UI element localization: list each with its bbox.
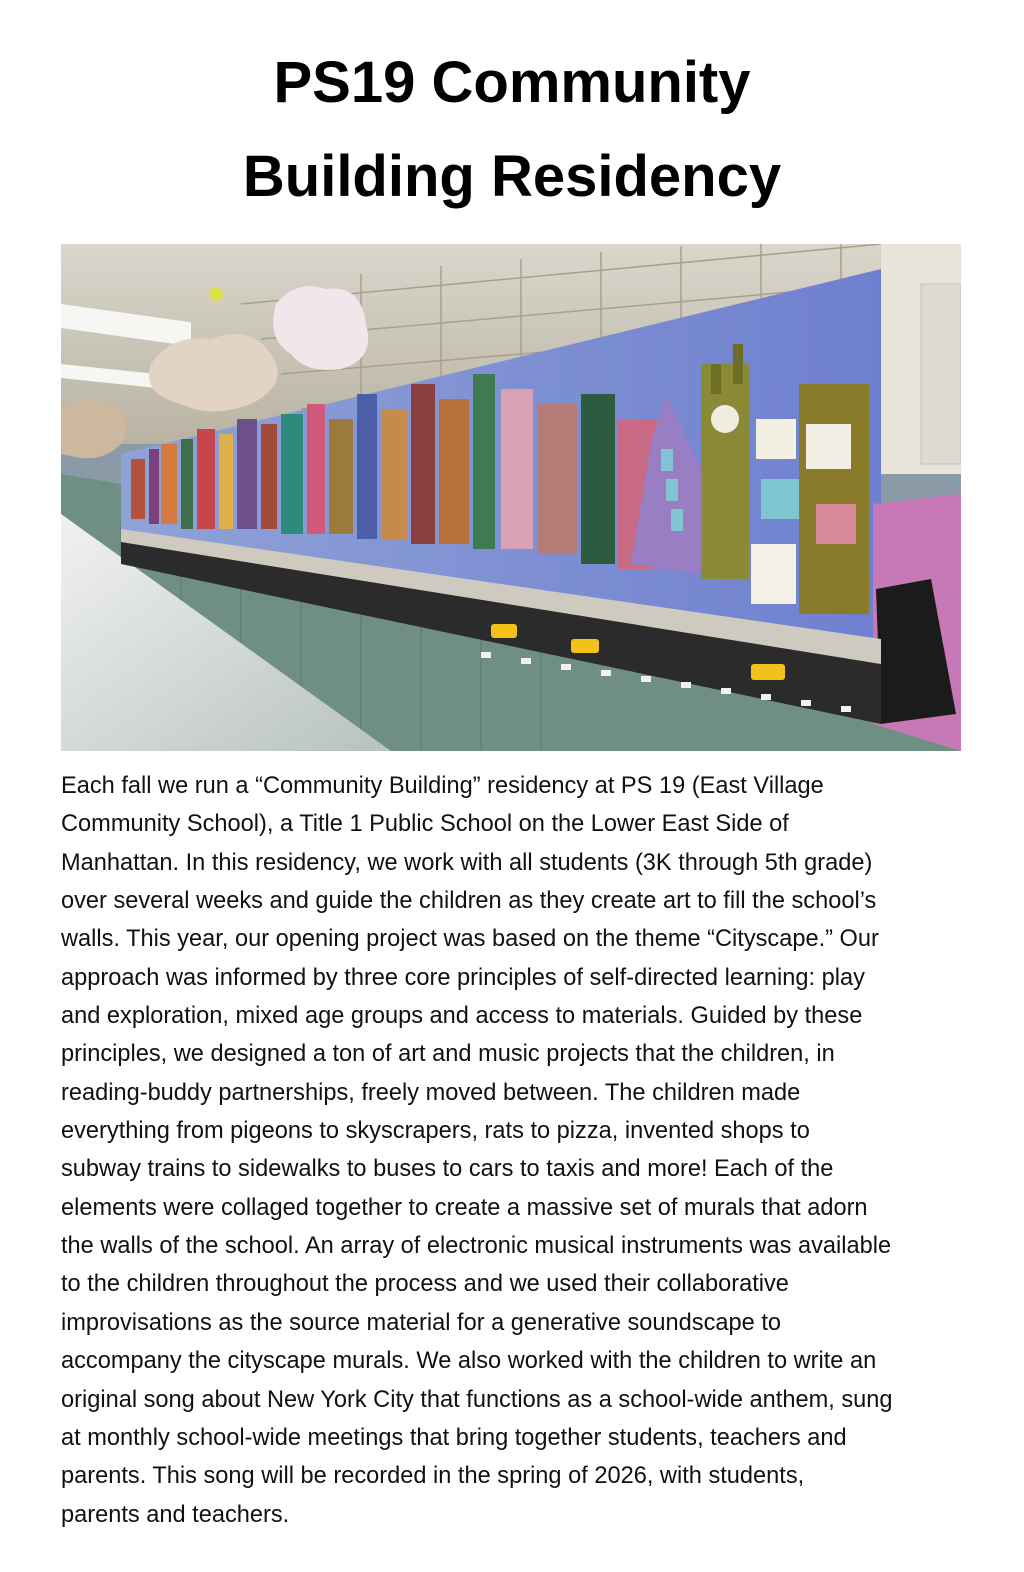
title-line-1: PS19 Community xyxy=(273,50,751,115)
mural-photo xyxy=(61,244,961,751)
page-title xyxy=(0,36,1024,224)
title-line-2: Building Residency xyxy=(242,144,782,209)
residency-description: Each fall we run a “Community Building” residency at PS 19 (East Village Community School), a Title 1 Public School on the Lower East Side of Manhattan. In this residency, we work with all students (3K through 5th grade) over several weeks and guide the children as they create art to fill the school’s walls. This year, our opening project was based on the theme “Cityscape.” Our approach was informed by three core principles of self-directed learning: play and exploration, mixed age groups and access to materials. Guided by these principles, we designed a ton of art and music projects that the children, in reading-buddy partnerships, freely moved between. The children made everything from pigeons to skyscrapers, rats to pizza, invented shops to subway trains to sidewalks to buses to cars to taxis and more! Each of the elements were collaged together to create a massive set of murals that adorn the walls of the school. An array of electronic musical instruments was available to the children throughout the process and we used their collaborative improvisations as the source material for a generative soundscape to accompany the cityscape murals. We also worked with the children to write an original song about New York City that functions as a school-wide anthem, sung at monthly school-wide meetings that bring together students, teachers and parents. This song will be recorded in the spring of 2026, with students, parents and teachers. xyxy=(61,773,893,1528)
